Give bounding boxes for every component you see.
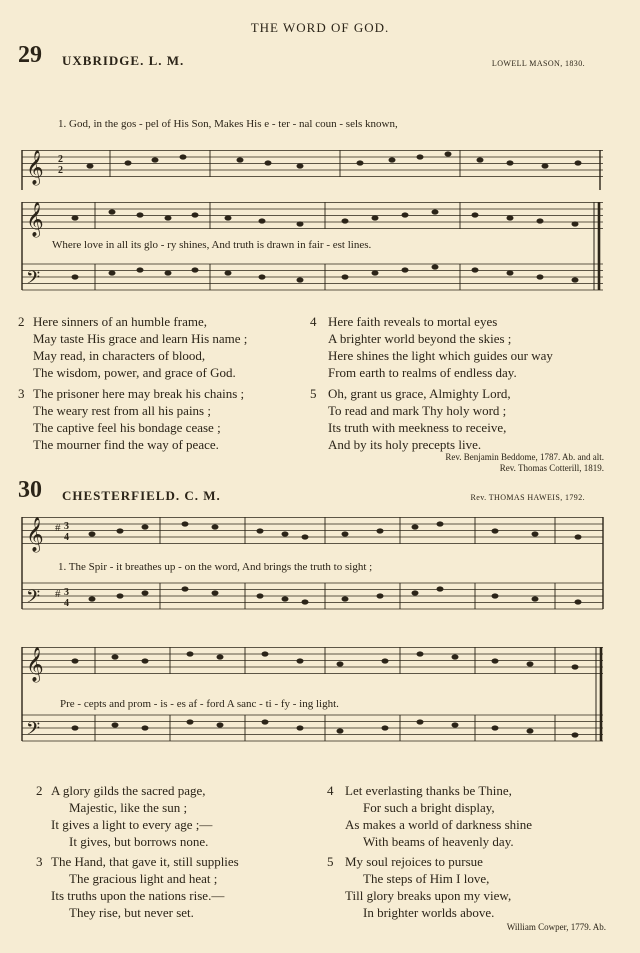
verse-4 — [327, 782, 532, 850]
svg-text:2: 2 — [58, 154, 63, 165]
hymn-number: 29 — [18, 42, 42, 68]
verse-2 — [18, 313, 247, 381]
verse-line: Its truth with meekness to receive, — [328, 420, 507, 435]
verse-line: For such a bright display, — [363, 800, 495, 815]
attribution-line: Rev. Thomas Cotterill, 1819. — [499, 463, 604, 473]
verse-line: To read and mark Thy holy word ; — [328, 403, 507, 418]
verse-line: The captive feel his bondage cease ; — [33, 420, 221, 435]
verse-line: In brighter worlds above. — [363, 905, 495, 920]
lyric-line-2: Where love in all its glo - ry shines, And truth is drawn in fair - est lines. — [52, 239, 372, 251]
attribution — [507, 922, 606, 933]
svg-text:#: # — [55, 522, 61, 534]
attribution — [445, 452, 604, 474]
composer-credit: Rev. THOMAS HAWEIS, 1792. — [470, 493, 585, 502]
verse-line: Here faith reveals to mortal eyes — [328, 314, 498, 329]
verse-line: Here shines the light which guides our way — [328, 348, 553, 363]
verse-2 — [36, 782, 212, 850]
lyric-line-3: 1. The Spir - it breathes up - on the word, And brings the truth to sight ; — [58, 561, 373, 573]
verse-line: Till glory breaks upon my view, — [345, 888, 512, 903]
verse-line: The steps of Him I love, — [363, 871, 490, 886]
hymn-number: 30 — [18, 477, 42, 503]
svg-text:3: 3 — [64, 521, 69, 532]
hymn-title — [62, 53, 184, 69]
verse-line: The prisoner here may break his chains ; — [33, 386, 245, 401]
page-header: THE WORD OF GOD. — [250, 20, 390, 35]
verse-number: 5 — [310, 386, 317, 401]
verse-line: Here sinners of an humble frame, — [33, 314, 207, 329]
svg-text:#: # — [55, 588, 61, 600]
svg-text:𝄢: 𝄢 — [26, 587, 41, 612]
meter: C. M. — [184, 488, 221, 503]
attribution-line: William Cowper, 1779. Ab. — [506, 922, 606, 932]
verse-number: 3 — [18, 386, 25, 401]
verse-4 — [310, 313, 553, 381]
verse-5 — [327, 853, 511, 921]
hymn-title — [62, 488, 221, 504]
svg-text:𝄢: 𝄢 — [26, 268, 41, 293]
verse-line: A brighter world beyond the skies ; — [328, 331, 512, 346]
verse-line: A glory gilds the sacred page, — [51, 783, 206, 798]
verse-line: May taste His grace and learn His name ; — [33, 331, 248, 346]
verse-number: 3 — [36, 854, 43, 869]
attribution-line: Rev. Benjamin Beddome, 1787. Ab. and alt. — [445, 452, 604, 462]
svg-text:𝄞: 𝄞 — [26, 517, 44, 552]
meter: L. M. — [148, 53, 185, 68]
lyric-line-4: Pre - cepts and prom - is - es af - ford A sanc - ti - fy - ing light. — [60, 698, 339, 710]
verse-line: My soul rejoices to pursue — [345, 854, 483, 869]
svg-text:𝄢: 𝄢 — [26, 719, 41, 744]
verse-line: From earth to realms of endless day. — [328, 365, 517, 380]
verse-line: They rise, but never set. — [69, 905, 194, 920]
verse-line: Majestic, like the sun ; — [69, 800, 188, 815]
svg-text:4: 4 — [64, 598, 69, 609]
svg-text:𝄞: 𝄞 — [26, 647, 44, 682]
svg-text:𝄞: 𝄞 — [26, 202, 44, 237]
verse-line: Let everlasting thanks be Thine, — [345, 783, 512, 798]
verse-line: May read, in characters of blood, — [33, 348, 206, 363]
verse-3 — [18, 385, 244, 453]
tune-name: CHESTERFIELD. — [62, 488, 181, 503]
verse-line: Its truths upon the nations rise.— — [51, 888, 225, 903]
svg-text:2: 2 — [58, 165, 63, 176]
verse-line: The wisdom, power, and grace of God. — [33, 365, 236, 380]
svg-text:3: 3 — [64, 587, 69, 598]
verse-number: 2 — [36, 783, 43, 798]
verse-5 — [310, 385, 511, 453]
verse-line: The weary rest from all his pains ; — [33, 403, 211, 418]
svg-text:𝄞: 𝄞 — [26, 150, 44, 185]
verse-line: With beams of heavenly day. — [363, 834, 514, 849]
tune-name: UXBRIDGE. — [62, 53, 145, 68]
verse-line: The gracious light and heat ; — [69, 871, 218, 886]
verse-number: 4 — [310, 314, 317, 329]
verse-line: The Hand, that gave it, still supplies — [51, 854, 239, 869]
svg-text:4: 4 — [64, 532, 69, 543]
verse-line: As makes a world of darkness shine — [345, 817, 533, 832]
verse-number: 5 — [327, 854, 334, 869]
verse-number: 2 — [18, 314, 25, 329]
composer-credit: LOWELL MASON, 1830. — [491, 59, 585, 68]
music-system-1 — [0, 70, 640, 190]
verse-line: The mourner find the way of peace. — [33, 437, 219, 452]
lyric-line-1: 1. God, in the gos - pel of His Son, Makes His e - ter - nal coun - sels known, — [58, 118, 398, 130]
verse-3 — [36, 853, 239, 921]
verse-line: It gives a light to every age ;— — [51, 817, 213, 832]
verse-line: Oh, grant us grace, Almighty Lord, — [328, 386, 511, 401]
verse-number: 4 — [327, 783, 334, 798]
music-system-4 — [0, 625, 640, 755]
verse-line: And by its holy precepts live. — [328, 437, 482, 452]
verse-line: It gives, but borrows none. — [69, 834, 209, 849]
